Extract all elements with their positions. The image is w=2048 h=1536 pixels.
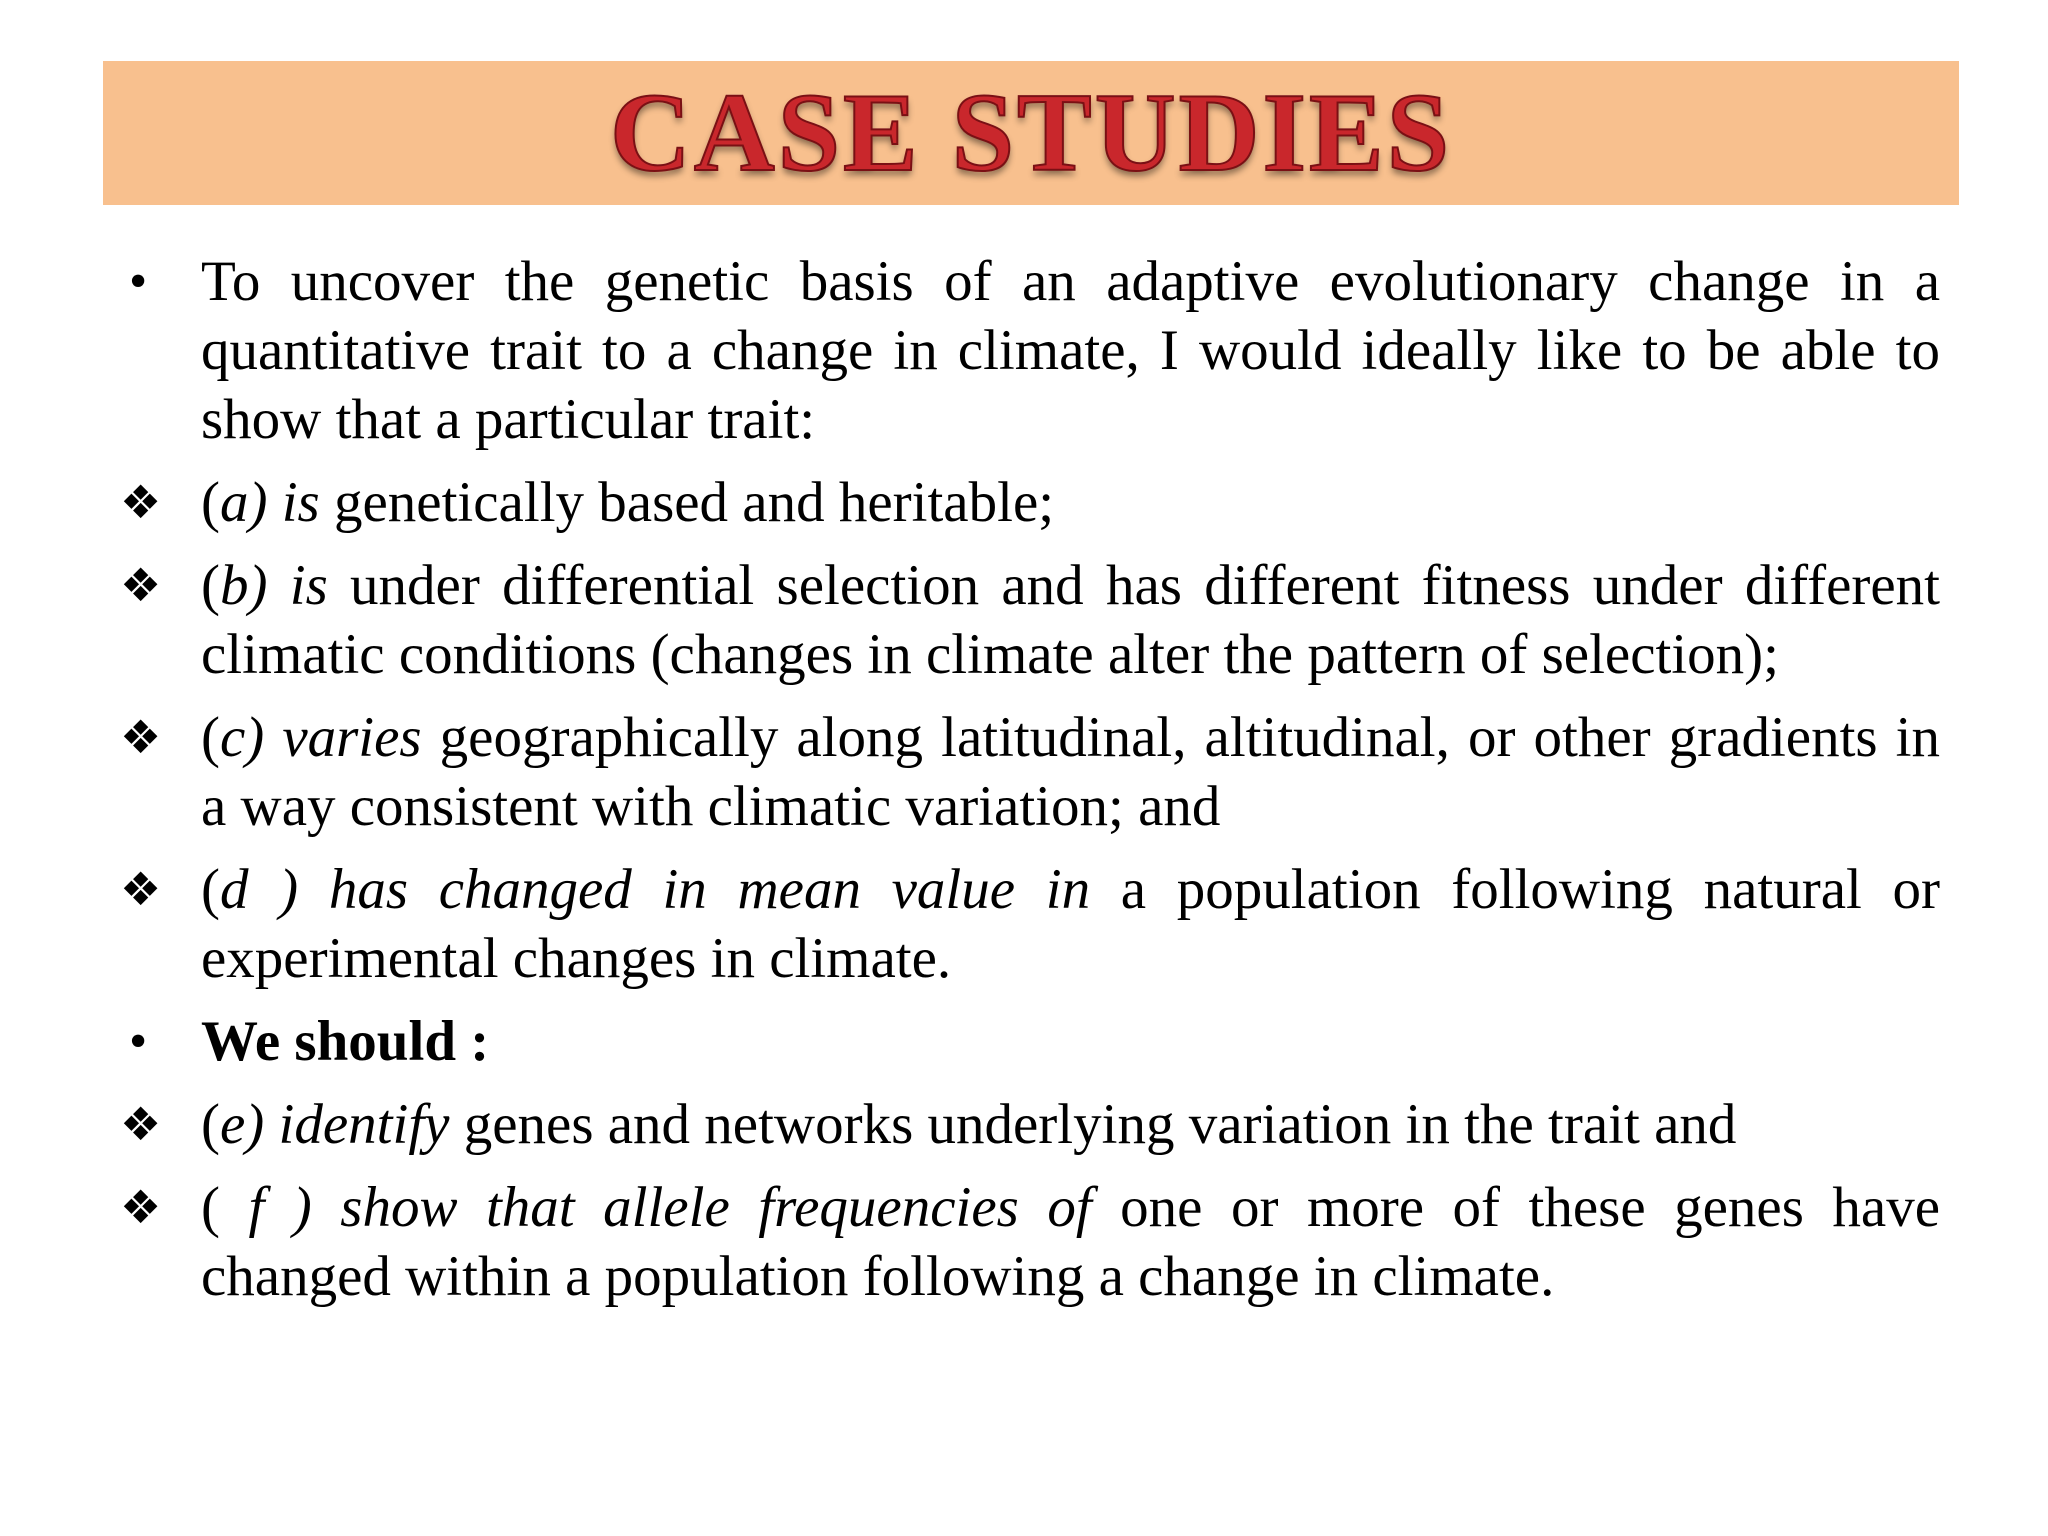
diamond-item xyxy=(120,468,1940,537)
text-segment: ( xyxy=(201,554,220,617)
text-segment: ( xyxy=(201,1093,220,1156)
diamond-bullet-icon: ❖ xyxy=(120,1180,162,1234)
title-banner xyxy=(103,61,1959,205)
item-text xyxy=(201,250,1940,451)
text-segment: ( xyxy=(201,1176,249,1239)
text-segment: under differential selection and has different fitness under different climatic conditions (changes in climate alter the pattern of selection); xyxy=(201,554,1941,686)
bullet-icon: • xyxy=(129,1013,148,1070)
bullet-icon: • xyxy=(129,253,148,310)
item-text xyxy=(201,554,1940,686)
diamond-item xyxy=(120,1173,1940,1311)
text-segment: We should : xyxy=(201,1010,490,1073)
text-segment: b) is xyxy=(219,554,328,617)
diamond-item xyxy=(120,855,1940,993)
bullet-item xyxy=(120,1007,1940,1076)
item-text xyxy=(201,1176,1940,1308)
item-text xyxy=(201,1093,1736,1156)
text-segment: genes and networks underlying variation in the trait and xyxy=(449,1093,1737,1156)
diamond-bullet-icon: ❖ xyxy=(120,1097,162,1151)
text-segment: a population following natural or experimental changes in climate. xyxy=(201,858,1940,990)
slide-title: CASE STUDIES xyxy=(609,71,1453,195)
text-segment: f ) show that allele frequencies of xyxy=(248,1176,1092,1239)
text-segment: To uncover the genetic basis of an adaptive evolutionary change in a quantitative trait to a change in climate, I would ideally like to be able to show that a particular trait: xyxy=(201,250,1940,451)
text-segment: d ) has changed in mean value in xyxy=(219,858,1091,921)
text-segment: e) identify xyxy=(219,1093,450,1156)
item-text xyxy=(201,1010,489,1073)
item-text xyxy=(201,706,1940,838)
item-text xyxy=(201,471,1054,534)
diamond-item xyxy=(120,1090,1940,1159)
diamond-bullet-icon: ❖ xyxy=(120,558,162,612)
text-segment: ( xyxy=(201,471,220,534)
diamond-bullet-icon: ❖ xyxy=(120,475,162,529)
text-segment: one or more of these genes have changed within a population following a change in climate. xyxy=(201,1176,1940,1308)
text-segment: a) is xyxy=(219,471,320,534)
text-segment: genetically based and heritable; xyxy=(319,471,1055,534)
diamond-item xyxy=(120,551,1940,689)
item-text xyxy=(201,858,1940,990)
diamond-item xyxy=(120,703,1940,841)
text-segment: geographically along latitudinal, altitudinal, or other gradients in a way consistent with climatic variation; and xyxy=(201,706,1940,838)
diamond-bullet-icon: ❖ xyxy=(120,710,162,764)
diamond-bullet-icon: ❖ xyxy=(120,862,162,916)
bullet-item xyxy=(120,247,1940,454)
text-segment: c) varies xyxy=(219,706,422,769)
text-segment: ( xyxy=(201,706,220,769)
text-segment: ( xyxy=(201,858,220,921)
slide-content xyxy=(120,247,1940,1325)
